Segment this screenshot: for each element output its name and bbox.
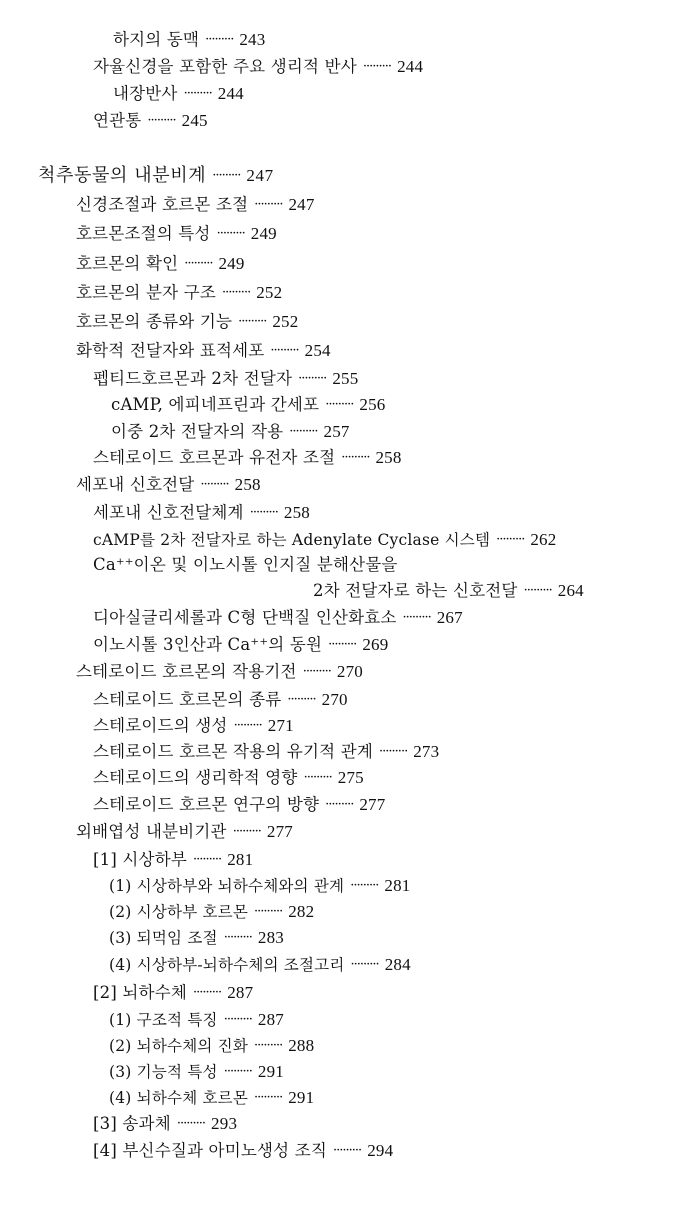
toc-entry: [93, 714, 294, 738]
toc-entry: [76, 310, 298, 334]
toc-entry-title: Ca⁺⁺이온 및 이노시톨 인지질 분해산물을: [93, 555, 398, 574]
leader-dots: ·········: [176, 1116, 206, 1131]
leader-dots: ·········: [303, 770, 332, 785]
toc-entry-line1: [93, 553, 398, 577]
toc-entry-page: 282: [288, 902, 315, 921]
toc-entry-page: 249: [218, 254, 245, 273]
toc-entry-title: (3) 기능적 특성: [109, 1063, 218, 1081]
leader-dots: ·········: [184, 256, 213, 271]
toc-entry-page: 255: [332, 369, 359, 388]
leader-dots: ·········: [289, 424, 318, 439]
toc-entry-page: 244: [217, 84, 244, 103]
toc-entry: [109, 900, 314, 924]
toc-entry-title: (1) 시상하부와 뇌하수체와의 관계: [109, 877, 345, 895]
toc-entry-title: 호르몬의 확인: [76, 254, 179, 273]
toc-entry-page: 270: [336, 662, 364, 681]
leader-dots: ·········: [328, 637, 357, 652]
toc-entry-page: 284: [384, 955, 411, 974]
toc-entry: [76, 281, 282, 305]
leader-dots: ·········: [523, 583, 552, 598]
toc-entry-title: 스테로이드 호르몬의 작용기전: [76, 662, 297, 681]
leader-dots: ·········: [205, 32, 234, 47]
toc-entry-page: 287: [227, 983, 254, 1002]
leader-dots: ·········: [222, 285, 251, 300]
leader-dots: ·········: [183, 86, 212, 101]
toc-entry-title: cAMP를 2차 전달자로 하는 Adenylate Cyclase 시스템: [93, 531, 491, 549]
toc-entry-line2: [313, 579, 584, 603]
toc-entry-page: 291: [257, 1062, 284, 1081]
toc-entry-title: 호르몬의 분자 구조: [76, 283, 217, 302]
toc-entry-title: 스테로이드 호르몬 연구의 방향: [93, 795, 320, 814]
toc-entry: [109, 1060, 284, 1084]
toc-entry-page: 254: [304, 341, 331, 360]
toc-entry-page: 258: [375, 448, 402, 467]
toc-entry: [113, 82, 244, 106]
toc-entry-title: 신경조절과 호르몬 조절: [76, 195, 249, 214]
toc-entry-page: 273: [413, 742, 440, 761]
toc-entry-title: [4] 부신수질과 아미노생성 조직: [93, 1141, 327, 1160]
toc-entry: [93, 981, 253, 1005]
toc-entry-page: 249: [250, 224, 277, 243]
toc-entry: [113, 28, 265, 52]
toc-entry: [93, 1139, 393, 1163]
toc-entry-title: (3) 되먹임 조절: [109, 929, 218, 947]
toc-entry: [111, 420, 350, 444]
toc-entry-page: 287: [257, 1010, 284, 1029]
toc-entry-page: 245: [181, 111, 208, 130]
toc-entry-title: (2) 뇌하수체의 진화: [109, 1037, 249, 1055]
toc-entry-page: 291: [288, 1088, 315, 1107]
toc-entry: [93, 740, 439, 764]
toc-entry: [76, 222, 277, 246]
toc-entry-page: 243: [239, 30, 266, 49]
toc-entry: [93, 501, 310, 525]
leader-dots: ·········: [254, 197, 283, 212]
leader-dots: ·········: [147, 113, 176, 128]
leader-dots: ·········: [270, 343, 299, 358]
leader-dots: ·········: [233, 718, 262, 733]
toc-entry-page: 277: [266, 822, 294, 841]
leader-dots: ·········: [254, 904, 283, 919]
toc-entry-title: 디아실글리세롤과 C형 단백질 인산화효소: [93, 608, 397, 627]
toc-entry: [93, 109, 208, 133]
toc-entry-title: 호르몬의 종류와 기능: [76, 312, 233, 331]
leader-dots: ·········: [232, 824, 261, 839]
toc-entry-title: 척추동물의 내분비계: [38, 165, 207, 186]
toc-entry: [76, 339, 331, 363]
leader-dots: ·········: [238, 314, 267, 329]
toc-entry-title: (1) 구조적 특징: [109, 1011, 218, 1029]
toc-entry-title: 스테로이드 호르몬과 유전자 조절: [93, 448, 336, 467]
toc-entry-page: 288: [288, 1036, 315, 1055]
toc-entry: [93, 446, 402, 470]
toc-entry-title: 연관통: [93, 111, 142, 130]
toc-entry: [109, 926, 284, 950]
toc-entry: [93, 367, 358, 391]
toc-entry-title: (4) 시상하부-뇌하수체의 조절고리: [109, 956, 345, 974]
toc-entry-title: 자율신경을 포함한 주요 생리적 반사: [93, 57, 357, 76]
toc-entry: [93, 848, 253, 872]
toc-entry-title: 내장반사: [113, 84, 178, 103]
toc-entry-page: 293: [211, 1114, 238, 1133]
toc-entry: [93, 633, 388, 657]
toc-entry-title: 하지의 동맥: [113, 30, 200, 49]
toc-entry-page: 257: [323, 422, 350, 441]
toc-entry-title: 외배엽성 내분비기관: [76, 822, 227, 841]
toc-entry-title: 이노시톨 3인산과 Ca⁺⁺의 동원: [93, 635, 323, 654]
toc-entry: [93, 528, 556, 552]
toc-entry: [76, 660, 363, 684]
toc-entry-page: 247: [288, 195, 315, 214]
toc-entry-page: 277: [359, 795, 386, 814]
toc-entry: [109, 1008, 284, 1032]
toc-entry-title: 스테로이드의 생리학적 영향: [93, 768, 298, 787]
toc-entry: [76, 193, 315, 217]
toc-entry-page: 258: [283, 503, 311, 522]
toc-entry: [93, 793, 385, 817]
toc-entry-title: [1] 시상하부: [93, 850, 187, 869]
toc-entry-page: 252: [272, 312, 299, 331]
toc-entry-title: cAMP, 에피네프린과 간세포: [111, 395, 320, 414]
toc-entry-title: (2) 시상하부 호르몬: [109, 903, 249, 921]
toc-entry-page: 271: [267, 716, 294, 735]
toc-entry-page: 267: [436, 608, 463, 627]
toc-entry-title: 스테로이드 호르몬 작용의 유기적 관계: [93, 742, 374, 761]
leader-dots: ·········: [223, 930, 252, 945]
toc-entry-page: 275: [337, 768, 364, 787]
toc-entry-title: 세포내 신호전달: [76, 475, 195, 494]
leader-dots: ·········: [254, 1090, 283, 1105]
leader-dots: ·········: [325, 397, 354, 412]
leader-dots: ·········: [332, 1143, 362, 1158]
leader-dots: ·········: [298, 371, 327, 386]
toc-entry: [76, 820, 293, 844]
leader-dots: ·········: [223, 1012, 252, 1027]
toc-entry: [109, 1034, 314, 1058]
toc-entry-title: 스테로이드 호르몬의 종류: [93, 690, 282, 709]
toc-entry-page: 262: [530, 530, 557, 549]
toc-entry-title: 호르몬조절의 특성: [76, 224, 211, 243]
toc-entry-title: 스테로이드의 생성: [93, 716, 228, 735]
toc-entry: [76, 252, 245, 276]
leader-dots: ·········: [249, 505, 278, 520]
toc-entry-page: 247: [246, 166, 274, 185]
leader-dots: ·········: [216, 226, 245, 241]
toc-entry-title: [2] 뇌하수체: [93, 983, 187, 1002]
toc-entry: [111, 393, 386, 417]
leader-dots: ·········: [212, 168, 241, 183]
toc-entry-page: 258: [234, 475, 261, 494]
toc-chapter-entry: [38, 164, 274, 188]
leader-dots: ·········: [350, 878, 379, 893]
leader-dots: ·········: [223, 1064, 252, 1079]
toc-entry: [76, 473, 261, 497]
toc-entry-page: 264: [557, 581, 584, 600]
toc-entry: [93, 55, 423, 79]
toc-entry-page: 269: [362, 635, 389, 654]
toc-entry: [93, 606, 463, 630]
leader-dots: ·········: [325, 797, 354, 812]
toc-entry: [93, 766, 364, 790]
leader-dots: ·········: [402, 610, 431, 625]
toc-entry: [109, 1086, 314, 1110]
toc-entry-page: 244: [397, 57, 424, 76]
toc-entry: [93, 688, 348, 712]
leader-dots: ·········: [350, 957, 379, 972]
toc-entry-page: 281: [384, 876, 411, 895]
toc-entry-page: 252: [256, 283, 283, 302]
toc-entry-title: 펩티드호르몬과 2차 전달자: [93, 369, 293, 388]
toc-entry: [109, 953, 411, 977]
toc-entry-title: [3] 송과체: [93, 1114, 171, 1133]
leader-dots: ·········: [192, 852, 222, 867]
toc-entry-page: 281: [227, 850, 254, 869]
toc-entry-title: 세포내 신호전달체계: [93, 503, 244, 522]
toc-entry-page: 294: [367, 1141, 394, 1160]
toc-entry-page: 283: [257, 928, 284, 947]
toc-entry: [109, 874, 411, 898]
leader-dots: ·········: [254, 1038, 283, 1053]
leader-dots: ·········: [200, 477, 229, 492]
toc-entry-title: 화학적 전달자와 표적세포: [76, 341, 265, 360]
leader-dots: ·········: [341, 450, 370, 465]
toc-entry-page: 256: [359, 395, 386, 414]
toc-entry-title: 2차 전달자로 하는 신호전달: [313, 581, 518, 600]
leader-dots: ·········: [192, 985, 222, 1000]
toc-entry-page: 270: [321, 690, 348, 709]
leader-dots: ·········: [287, 692, 316, 707]
leader-dots: ·········: [496, 532, 525, 547]
toc-entry-title: (4) 뇌하수체 호르몬: [109, 1089, 249, 1107]
toc-entry: [93, 1112, 237, 1136]
leader-dots: ·········: [379, 744, 408, 759]
toc-entry-title: 이중 2차 전달자의 작용: [111, 422, 284, 441]
leader-dots: ·········: [362, 59, 392, 74]
leader-dots: ·········: [302, 664, 331, 679]
